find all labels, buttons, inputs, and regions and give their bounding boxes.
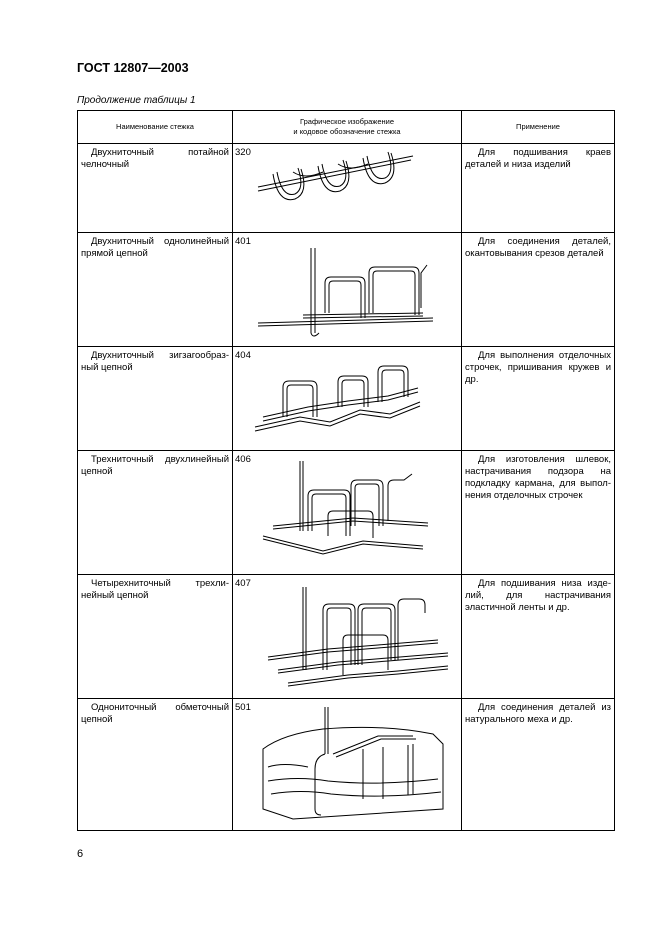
table-caption: Продолжение таблицы 1: [77, 95, 196, 106]
stitch-name: Четырехниточный трехлинейный цепной: [78, 575, 233, 699]
header-image: [233, 111, 462, 144]
header-application: Применение: [462, 111, 615, 144]
zigzag-chainstitch-drawing: [233, 347, 462, 451]
blind-lockstitch-drawing: [233, 144, 462, 233]
table-row: [78, 144, 615, 233]
stitch-drawing-cell: [233, 451, 462, 575]
table-row: [78, 233, 615, 347]
stitch-drawing-cell: [233, 233, 462, 347]
stitch-code: 501: [235, 702, 251, 713]
page-number: 6: [77, 848, 84, 860]
page-header: ГОСТ 12807—2003: [77, 61, 189, 75]
stitch-name: Однониточный обметочный цепной: [78, 699, 233, 831]
table-header-row: [78, 111, 615, 144]
three-line-chainstitch-drawing: [233, 575, 462, 699]
stitch-application: Для выполнения отделочных строчек, пришивания кружев и др.: [462, 347, 615, 451]
stitch-application: Для изготовления шлевок, настрачивания подзора на подкладку кармана, для выполнения отделочных строчек: [462, 451, 615, 575]
table-row: [78, 575, 615, 699]
stitch-name: Двухниточный зигзагообразный цепной: [78, 347, 233, 451]
stitch-code: 320: [235, 147, 251, 158]
overedge-chainstitch-drawing: [233, 699, 462, 829]
stitch-drawing-cell: [233, 347, 462, 451]
stitch-code: 406: [235, 454, 251, 465]
stitch-application: Для соединения деталей из натурального меха и др.: [462, 699, 615, 831]
stitch-drawing-cell: [233, 699, 462, 831]
straight-chainstitch-drawing: [233, 233, 462, 347]
stitch-name: Двухниточный однолинейный прямой цепной: [78, 233, 233, 347]
header-image-line1: Графическое изображение: [299, 117, 394, 126]
stitch-application: Для подшивания низа изделий, для настрачивания эластичной ленты и др.: [462, 575, 615, 699]
table-row: [78, 699, 615, 831]
stitch-drawing-cell: [233, 575, 462, 699]
stitch-code: 404: [235, 350, 251, 361]
header-name: Наименование стежка: [78, 111, 233, 144]
stitch-name: Трехниточный двухлинейный цепной: [78, 451, 233, 575]
stitch-code: 407: [235, 578, 251, 589]
table-row: [78, 347, 615, 451]
two-line-chainstitch-drawing: [233, 451, 462, 575]
table-row: [78, 451, 615, 575]
header-image-line2: и кодовое обозначение стежка: [293, 127, 401, 136]
stitch-drawing-cell: [233, 144, 462, 233]
stitch-table: [77, 110, 615, 831]
stitch-code: 401: [235, 236, 251, 247]
stitch-name: Двухниточный потайной челночный: [78, 144, 233, 233]
stitch-application: Для подшивания краев деталей и низа изделий: [462, 144, 615, 233]
stitch-application: Для соединения деталей, окантовывания срезов деталей: [462, 233, 615, 347]
